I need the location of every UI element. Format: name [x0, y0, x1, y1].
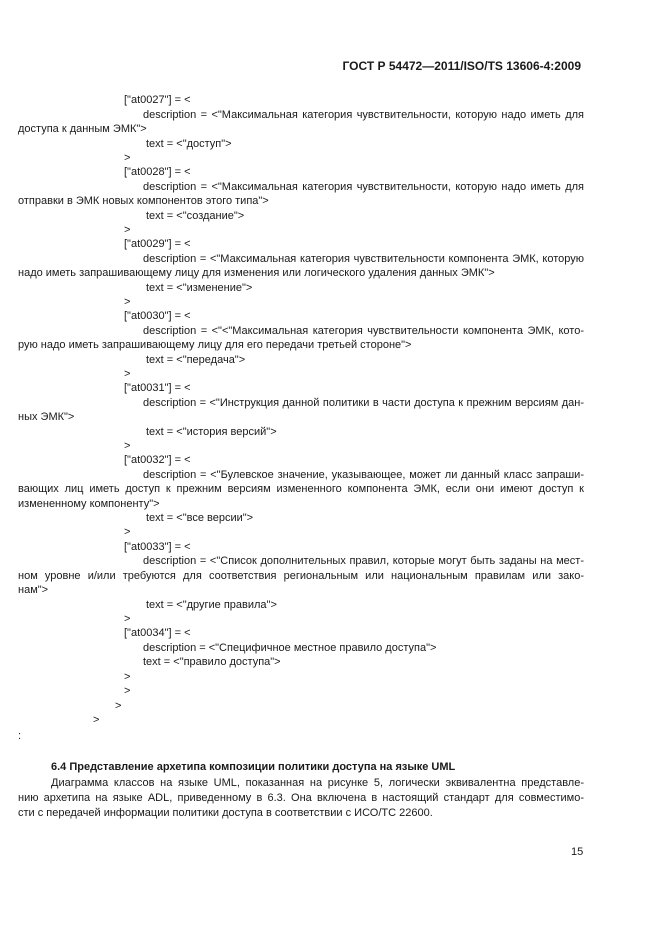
code-line: ["at0031"] = <: [124, 382, 191, 394]
code-line: >: [115, 700, 122, 712]
code-line: description = <"Максимальная категория чувствительности, которую надо иметь для: [143, 181, 584, 193]
code-line: >: [124, 368, 131, 380]
code-line: text = <"другие правила">: [146, 599, 277, 611]
code-line: >: [124, 224, 131, 236]
code-line: ["at0029"] = <: [124, 238, 191, 250]
section-heading: 6.4 Представление архетипа композиции политики доступа на языке UML: [51, 761, 456, 773]
code-line: description = <"<"Максимальная категория чувствительности компонента ЭМК, кото-: [143, 325, 584, 337]
code-line: ["at0030"] = <: [124, 310, 191, 322]
code-line: >: [124, 440, 131, 452]
code-line: доступа к данным ЭМК">: [18, 123, 147, 135]
code-line: нам">: [18, 584, 49, 596]
code-line: отправки в ЭМК новых компонентов этого типа">: [18, 195, 269, 207]
code-line: >: [93, 714, 100, 726]
code-line: ["at0028"] = <: [124, 166, 191, 178]
code-line: :: [18, 730, 22, 742]
code-line: text = <"изменение">: [146, 282, 253, 294]
code-line: text = <"история версий">: [146, 426, 277, 438]
code-line: надо иметь запрашивающему лицу для изменения или логического удаления данных ЭМК">: [18, 267, 495, 279]
code-line: ["at0034"] = <: [124, 627, 191, 639]
code-line: ном уровне и/или требуются для соответствия региональным или национальным правилам или зако-: [18, 570, 584, 582]
code-line: >: [124, 296, 131, 308]
document-header: ГОСТ Р 54472—2011/ISO/TS 13606-4:2009: [342, 59, 581, 73]
code-line: ["at0027"] = <: [124, 94, 191, 106]
code-line: >: [124, 685, 131, 697]
code-line: ["at0033"] = <: [124, 541, 191, 553]
code-line: description = <"Специфичное местное правило доступа">: [143, 642, 437, 654]
code-line: измененному компоненту">: [18, 498, 160, 510]
code-line: description = <"Список дополнительных правил, которые могут быть заданы на мест-: [143, 555, 584, 567]
code-line: ["at0032"] = <: [124, 454, 191, 466]
code-line: description = <"Максимальная категория чувствительности компонента ЭМК, которую: [143, 253, 584, 265]
code-line: text = <"все версии">: [146, 512, 254, 524]
page-number: 15: [571, 846, 584, 858]
code-line: >: [124, 526, 131, 538]
paragraph-line: нию архетипа на языке ADL, приведенному в 6.3. Она включена в настоящий стандарт для совместимо-: [18, 792, 584, 804]
code-line: >: [124, 613, 131, 625]
paragraph-line: Диаграмма классов на языке UML, показанная на рисунке 5, логически эквивалентна представле-: [51, 777, 584, 789]
code-line: text = <"передача">: [146, 354, 246, 366]
code-line: description = <"Максимальная категория чувствительности, которую надо иметь для: [143, 109, 584, 121]
code-line: text = <"создание">: [146, 210, 245, 222]
code-line: >: [124, 671, 131, 683]
code-line: description = <"Инструкция данной политики в части доступа к прежним версиям дан-: [143, 397, 584, 409]
code-line: рую надо иметь запрашивающему лицу для его передачи третьей стороне">: [18, 339, 412, 351]
code-line: text = <"доступ">: [146, 138, 232, 150]
code-line: description = <"Булевское значение, указывающее, может ли данный класс запраши-: [143, 469, 584, 481]
code-line: text = <"правило доступа">: [143, 656, 281, 668]
code-line: ных ЭМК">: [18, 411, 75, 423]
code-line: вающих лиц иметь доступ к прежним версиям измененного компонента ЭМК, если они имеют доступ к: [18, 483, 584, 495]
paragraph-line: сти с передачей информации политики доступа в соответствии с ИСО/ТС 22600.: [18, 807, 433, 819]
code-line: >: [124, 152, 131, 164]
